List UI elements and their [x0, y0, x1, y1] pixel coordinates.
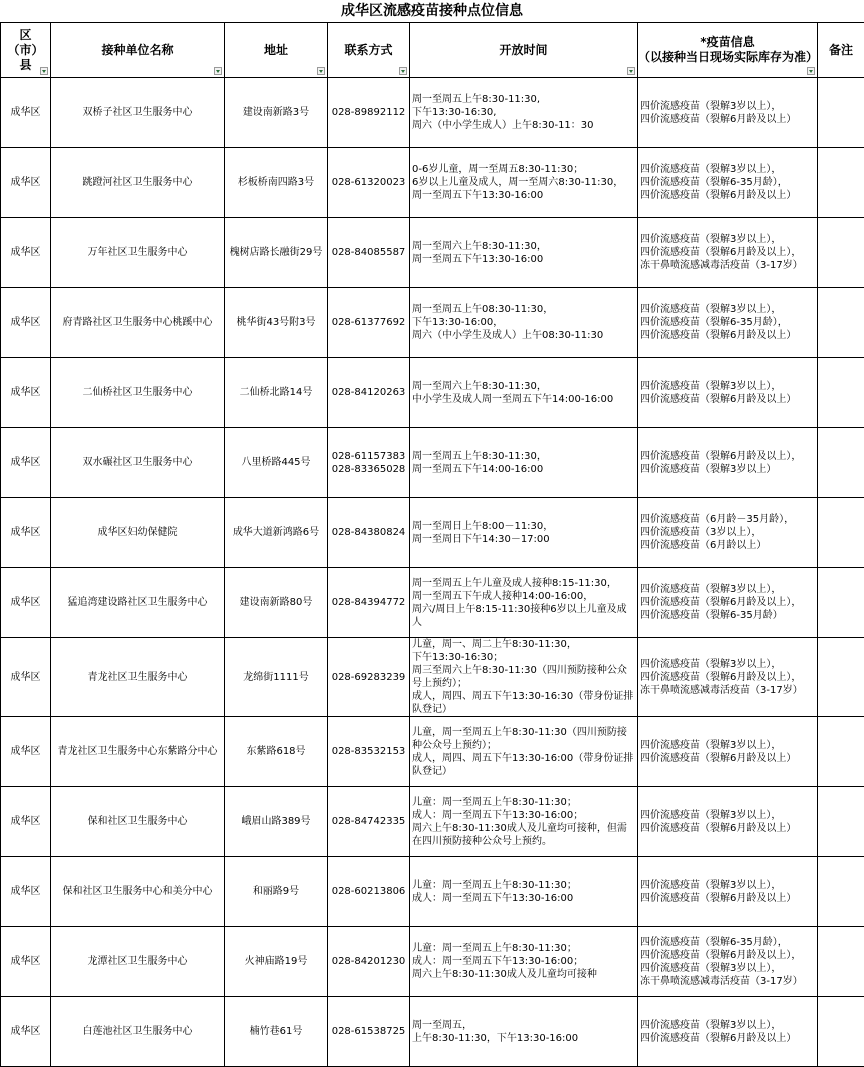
district-cell[interactable]: 成华区 — [1, 428, 51, 498]
note-cell[interactable] — [818, 428, 864, 498]
column-header-unit[interactable]: 接种单位名称 — [51, 23, 225, 78]
table-row — [1, 638, 864, 717]
note-cell[interactable] — [818, 148, 864, 218]
note-cell[interactable] — [818, 717, 864, 787]
vaccine-info-cell[interactable]: 四价流感疫苗（裂解3岁以上）， 四价流感疫苗（裂解6月龄及以上） — [638, 787, 818, 857]
unit-name-cell[interactable]: 白莲池社区卫生服务中心 — [51, 997, 225, 1067]
header-row — [1, 23, 864, 78]
hours-cell[interactable]: 周一至周五上午8:30-11:30, 下午13:30-16:30, 周六（中小学生成人）上午8:30-11：30 — [410, 78, 638, 148]
address-cell[interactable]: 建设南新路3号 — [225, 78, 328, 148]
unit-name-cell[interactable]: 双水碾社区卫生服务中心 — [51, 428, 225, 498]
filter-dropdown-icon[interactable] — [317, 67, 325, 75]
table-row — [1, 997, 864, 1067]
unit-name-cell[interactable]: 成华区妇幼保健院 — [51, 498, 225, 568]
filter-dropdown-icon[interactable] — [399, 67, 407, 75]
address-cell[interactable]: 八里桥路445号 — [225, 428, 328, 498]
address-cell[interactable]: 桃华街43号附3号 — [225, 288, 328, 358]
column-header-hours[interactable]: 开放时间 — [410, 23, 638, 78]
phone-cell[interactable]: 028-61157383 028-83365028 — [328, 428, 410, 498]
phone-cell[interactable]: 028-61538725 — [328, 997, 410, 1067]
column-header-vaccines[interactable]: *疫苗信息 （以接种当日现场实际库存为准） — [638, 23, 818, 78]
phone-cell[interactable]: 028-84394772 — [328, 568, 410, 638]
vaccine-info-cell[interactable]: 四价流感疫苗（裂解3岁以上）， 四价流感疫苗（裂解6-35月龄）， 四价流感疫苗（裂解6月龄及以上） — [638, 148, 818, 218]
unit-name-cell[interactable]: 府青路社区卫生服务中心桃蹊中心 — [51, 288, 225, 358]
vaccine-info-cell[interactable]: 四价流感疫苗（裂解3岁以上）， 四价流感疫苗（裂解6月龄及以上） — [638, 358, 818, 428]
note-cell[interactable] — [818, 218, 864, 288]
district-cell[interactable]: 成华区 — [1, 78, 51, 148]
address-cell[interactable]: 槐树店路长融街29号 — [225, 218, 328, 288]
note-cell[interactable] — [818, 997, 864, 1067]
vaccine-info-cell[interactable]: 四价流感疫苗（裂解6-35月龄）， 四价流感疫苗（裂解6月龄及以上）， 四价流感疫苗（裂解3岁以上）， 冻干鼻喷流感减毒活疫苗（3-17岁） — [638, 927, 818, 997]
unit-name-cell[interactable]: 二仙桥社区卫生服务中心 — [51, 358, 225, 428]
table-row — [1, 148, 864, 218]
vaccine-info-cell[interactable]: 四价流感疫苗（裂解3岁以上）， 四价流感疫苗（裂解6月龄及以上）， 冻干鼻喷流感减毒活疫苗（3-17岁） — [638, 218, 818, 288]
note-cell[interactable] — [818, 927, 864, 997]
phone-cell[interactable]: 028-60213806 — [328, 857, 410, 927]
table-row — [1, 927, 864, 997]
phone-cell[interactable]: 028-84085587 — [328, 218, 410, 288]
unit-name-cell[interactable]: 青龙社区卫生服务中心 — [51, 638, 225, 717]
phone-cell[interactable]: 028-84120263 — [328, 358, 410, 428]
table-row — [1, 498, 864, 568]
address-cell[interactable]: 和丽路9号 — [225, 857, 328, 927]
district-cell[interactable]: 成华区 — [1, 148, 51, 218]
phone-cell[interactable]: 028-89892112 — [328, 78, 410, 148]
filter-dropdown-icon[interactable] — [40, 67, 48, 75]
hours-cell[interactable]: 周一至周五， 上午8:30-11:30，下午13:30-16:00 — [410, 997, 638, 1067]
district-cell[interactable]: 成华区 — [1, 997, 51, 1067]
phone-cell[interactable]: 028-83532153 — [328, 717, 410, 787]
vaccination-sites-table — [0, 22, 864, 1067]
unit-name-cell[interactable]: 龙潭社区卫生服务中心 — [51, 927, 225, 997]
address-cell[interactable]: 成华大道新鸿路6号 — [225, 498, 328, 568]
phone-cell[interactable]: 028-61377692 — [328, 288, 410, 358]
column-header-notes[interactable]: 备注 — [818, 23, 864, 78]
table-row — [1, 428, 864, 498]
note-cell[interactable] — [818, 568, 864, 638]
hours-cell[interactable]: 周一至周五上午8:30-11:30， 周一至周五下午14:00-16:00 — [410, 428, 638, 498]
vaccine-info-cell[interactable]: 四价流感疫苗（裂解3岁以上）， 四价流感疫苗（裂解6-35月龄）， 四价流感疫苗（裂解6月龄及以上） — [638, 288, 818, 358]
hours-cell[interactable]: 周一至周五上午儿童及成人接种8:15-11:30， 周一至周五下午成人接种14:00-16:00， 周六/周日上午8:15-11:30接种6岁以上儿童及成人 — [410, 568, 638, 638]
unit-name-cell[interactable]: 保和社区卫生服务中心 — [51, 787, 225, 857]
filter-dropdown-icon[interactable] — [627, 67, 635, 75]
address-cell[interactable]: 峨眉山路389号 — [225, 787, 328, 857]
phone-cell[interactable]: 028-69283239 — [328, 638, 410, 717]
unit-name-cell[interactable]: 万年社区卫生服务中心 — [51, 218, 225, 288]
unit-name-cell[interactable]: 猛追湾建设路社区卫生服务中心 — [51, 568, 225, 638]
hours-cell[interactable]: 0-6岁儿童，周一至周五8:30-11:30； 6岁以上儿童及成人，周一至周六8:30-11:30， 周一至周五下午13:30-16:00 — [410, 148, 638, 218]
column-header-address[interactable]: 地址 — [225, 23, 328, 78]
vaccine-info-cell[interactable]: 四价流感疫苗（裂解3岁以上）， 四价流感疫苗（裂解6月龄及以上）， 四价流感疫苗（裂解6-35月龄） — [638, 568, 818, 638]
unit-name-cell[interactable]: 青龙社区卫生服务中心东紫路分中心 — [51, 717, 225, 787]
address-cell[interactable]: 楠竹巷61号 — [225, 997, 328, 1067]
table-row — [1, 78, 864, 148]
address-cell[interactable]: 龙绵街1111号 — [225, 638, 328, 717]
hours-cell[interactable]: 周一至周六上午8:30-11:30， 中小学生及成人周一至周五下午14:00-16:00 — [410, 358, 638, 428]
hours-cell[interactable]: 儿童，周一、周二上午8:30-11:30， 下午13:30-16:30； 周三至周六上午8:30-11:30（四川预防接种公众号上预约）； 成人，周四、周五下午13:30-16:30（带身份证排队登记） — [410, 638, 638, 717]
vaccine-info-cell[interactable]: 四价流感疫苗（裂解3岁以上）， 四价流感疫苗（裂解6月龄及以上） — [638, 857, 818, 927]
district-cell[interactable]: 成华区 — [1, 857, 51, 927]
note-cell[interactable] — [818, 498, 864, 568]
table-row — [1, 857, 864, 927]
district-cell[interactable]: 成华区 — [1, 787, 51, 857]
vaccine-info-cell[interactable]: 四价流感疫苗（裂解3岁以上）， 四价流感疫苗（裂解6月龄及以上）， 冻干鼻喷流感减毒活疫苗（3-17岁） — [638, 638, 818, 717]
district-cell[interactable]: 成华区 — [1, 218, 51, 288]
district-cell[interactable]: 成华区 — [1, 568, 51, 638]
note-cell[interactable] — [818, 857, 864, 927]
hours-cell[interactable]: 周一至周六上午8:30-11:30， 周一至周五下午13:30-16:00 — [410, 218, 638, 288]
note-cell[interactable] — [818, 638, 864, 717]
vaccine-info-cell[interactable]: 四价流感疫苗（裂解6月龄及以上）， 四价流感疫苗（裂解3岁以上） — [638, 428, 818, 498]
note-cell[interactable] — [818, 358, 864, 428]
hours-cell[interactable]: 周一至周日上午8:00－11:30， 周一至周日下午14:30－17:00 — [410, 498, 638, 568]
phone-cell[interactable]: 028-84201230 — [328, 927, 410, 997]
table-row — [1, 218, 864, 288]
district-cell[interactable]: 成华区 — [1, 358, 51, 428]
table-row — [1, 787, 864, 857]
address-cell[interactable]: 建设南新路80号 — [225, 568, 328, 638]
district-cell[interactable]: 成华区 — [1, 288, 51, 358]
hours-cell[interactable]: 儿童：周一至周五上午8:30-11:30； 成人：周一至周五下午13:30-16:00； 周六上午8:30-11:30成人及儿童均可接种，但需在四川预防接种公众号上预约。 — [410, 787, 638, 857]
phone-cell[interactable]: 028-84742335 — [328, 787, 410, 857]
page-title: 成华区流感疫苗接种点位信息 — [0, 0, 864, 22]
phone-cell[interactable]: 028-61320023 — [328, 148, 410, 218]
district-cell[interactable]: 成华区 — [1, 927, 51, 997]
hours-cell[interactable]: 儿童：周一至周五上午8:30-11:30； 成人：周一至周五下午13:30-16:00 — [410, 857, 638, 927]
column-header-district[interactable]: 区 （市） 县 — [1, 23, 51, 78]
vaccine-info-cell[interactable]: 四价流感疫苗（裂解3岁以上）， 四价流感疫苗（裂解6月龄及以上） — [638, 78, 818, 148]
vaccine-info-cell[interactable]: 四价流感疫苗（6月龄－35月龄）， 四价流感疫苗（3岁以上）， 四价流感疫苗（6月龄以上） — [638, 498, 818, 568]
table-row — [1, 717, 864, 787]
district-cell[interactable]: 成华区 — [1, 498, 51, 568]
unit-name-cell[interactable]: 跳蹬河社区卫生服务中心 — [51, 148, 225, 218]
note-cell[interactable] — [818, 787, 864, 857]
table-row — [1, 568, 864, 638]
address-cell[interactable]: 二仙桥北路14号 — [225, 358, 328, 428]
table-row — [1, 358, 864, 428]
unit-name-cell[interactable]: 保和社区卫生服务中心和美分中心 — [51, 857, 225, 927]
district-cell[interactable]: 成华区 — [1, 638, 51, 717]
note-cell[interactable] — [818, 78, 864, 148]
vaccine-info-cell[interactable]: 四价流感疫苗（裂解3岁以上）， 四价流感疫苗（裂解6月龄及以上） — [638, 997, 818, 1067]
district-cell[interactable]: 成华区 — [1, 717, 51, 787]
filter-dropdown-icon[interactable] — [214, 67, 222, 75]
hours-cell[interactable]: 周一至周五上午08:30-11:30， 下午13:30-16:00， 周六（中小学生及成人）上午08:30-11:30 — [410, 288, 638, 358]
table-row — [1, 288, 864, 358]
filter-dropdown-icon[interactable] — [807, 67, 815, 75]
vaccine-info-cell[interactable]: 四价流感疫苗（裂解3岁以上）， 四价流感疫苗（裂解6月龄及以上） — [638, 717, 818, 787]
address-cell[interactable]: 火神庙路19号 — [225, 927, 328, 997]
phone-cell[interactable]: 028-84380824 — [328, 498, 410, 568]
address-cell[interactable]: 杉板桥南四路3号 — [225, 148, 328, 218]
hours-cell[interactable]: 儿童，周一至周五上午8:30-11:30（四川预防接种公众号上预约）； 成人，周四、周五下午13:30-16:00（带身份证排队登记） — [410, 717, 638, 787]
column-header-phone[interactable]: 联系方式 — [328, 23, 410, 78]
unit-name-cell[interactable]: 双桥子社区卫生服务中心 — [51, 78, 225, 148]
address-cell[interactable]: 东紫路618号 — [225, 717, 328, 787]
note-cell[interactable] — [818, 288, 864, 358]
hours-cell[interactable]: 儿童：周一至周五上午8:30-11:30； 成人：周一至周五下午13:30-16:00； 周六上午8:30-11:30成人及儿童均可接种 — [410, 927, 638, 997]
